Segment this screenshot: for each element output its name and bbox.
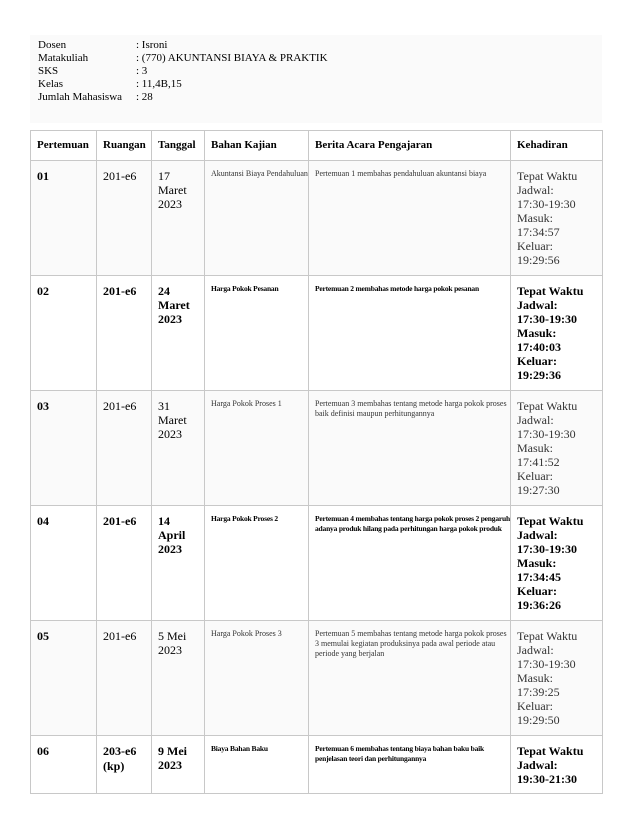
col-header-berita-acara: Berita Acara Pengajaran — [309, 131, 511, 161]
attendance-line: 19:29:56 — [517, 253, 560, 267]
meeting-number: 04 — [37, 514, 49, 528]
attendance-line: 17:39:25 — [517, 685, 560, 699]
matakuliah-value: : (770) AKUNTANSI BIAYA & PRAKTIK — [136, 52, 328, 64]
table-row — [31, 276, 603, 391]
date-line: 14 — [158, 514, 170, 528]
dosen-label: Dosen — [38, 39, 67, 51]
table-row — [31, 391, 603, 506]
jumlah-value: : 28 — [136, 91, 153, 103]
meeting-number: 01 — [37, 169, 49, 183]
lesson-report: Pertemuan 2 membahas metode harga pokok pesanan — [315, 284, 479, 293]
meeting-number: 02 — [37, 284, 49, 298]
attendance-line: Keluar: — [517, 584, 557, 598]
attendance-line: Jadwal: — [517, 643, 554, 657]
attendance-line: Jadwal: — [517, 298, 558, 312]
dosen-value: : Isroni — [136, 39, 168, 51]
date-line: Maret — [158, 413, 187, 427]
date — [152, 621, 204, 657]
room: 201-e6 — [103, 629, 137, 643]
date-line: Maret — [158, 298, 190, 312]
attendance-line: Keluar: — [517, 469, 553, 483]
date-line: Maret — [158, 183, 187, 197]
matakuliah-label: Matakuliah — [38, 52, 89, 64]
attendance — [511, 621, 602, 727]
lesson-report: Pertemuan 3 membahas tentang metode harga pokok proses baik definisi maupun perhitungannya — [315, 399, 507, 418]
attendance-line: 19:36:26 — [517, 598, 561, 612]
attendance-line: 17:34:57 — [517, 225, 560, 239]
table-header-row — [31, 131, 603, 161]
table-row — [31, 621, 603, 736]
date-line: 2023 — [158, 427, 182, 441]
attendance-line: Keluar: — [517, 699, 553, 713]
attendance — [511, 506, 602, 612]
col-header-ruangan: Ruangan — [97, 131, 152, 161]
date-line: 5 Mei — [158, 629, 187, 643]
lesson-report: Pertemuan 5 membahas tentang metode harga pokok proses 3 memulai kegiatan produksinya pada awal periode atau periode yang berjalan — [315, 629, 507, 658]
meeting-number: 06 — [37, 744, 49, 758]
attendance-line: Jadwal: — [517, 528, 558, 542]
attendance-line: 19:30-21:30 — [517, 772, 577, 786]
attendance-line: 19:27:30 — [517, 483, 560, 497]
table-row — [31, 161, 603, 276]
dosen-row — [38, 39, 167, 52]
jumlah-label: Jumlah Mahasiswa — [38, 91, 123, 103]
attendance-status: Tepat Waktu — [517, 399, 578, 413]
sks-label: SKS — [38, 65, 59, 77]
matakuliah-row — [38, 52, 328, 65]
attendance-line: Jadwal: — [517, 758, 558, 772]
table-row — [31, 736, 603, 794]
date — [152, 506, 204, 556]
table-row — [31, 506, 603, 621]
attendance-line: 17:30-19:30 — [517, 542, 577, 556]
attendance-line: Keluar: — [517, 354, 557, 368]
attendance-line: Jadwal: — [517, 413, 554, 427]
lesson-report: Pertemuan 1 membahas pendahuluan akuntansi biaya — [315, 169, 487, 178]
meeting-number: 03 — [37, 399, 49, 413]
attendance-line: 17:30-19:30 — [517, 427, 576, 441]
attendance — [511, 391, 602, 497]
date — [152, 161, 204, 211]
date-line: 17 — [158, 169, 170, 183]
attendance-line: Masuk: — [517, 326, 557, 340]
attendance-status: Tepat Waktu — [517, 284, 584, 298]
sks-value: : 3 — [136, 65, 148, 77]
attendance-line: 17:41:52 — [517, 455, 560, 469]
attendance-line: 17:40:03 — [517, 340, 561, 354]
attendance — [511, 276, 602, 382]
topic: Biaya Bahan Baku — [211, 744, 268, 753]
date-line: 2023 — [158, 312, 182, 326]
attendance-line: 17:34:45 — [517, 570, 561, 584]
date-line: 2023 — [158, 197, 182, 211]
date-line: April — [158, 528, 186, 542]
meeting-number: 05 — [37, 629, 49, 643]
col-header-pertemuan: Pertemuan — [31, 131, 97, 161]
attendance-line: 19:29:36 — [517, 368, 561, 382]
attendance-status: Tepat Waktu — [517, 169, 578, 183]
room: 201-e6 — [103, 514, 137, 528]
date-line: 9 Mei — [158, 744, 187, 758]
attendance-line: 17:30-19:30 — [517, 312, 577, 326]
attendance — [511, 736, 602, 786]
attendance-line: Masuk: — [517, 556, 557, 570]
topic: Harga Pokok Proses 1 — [211, 399, 282, 408]
schedule-table — [30, 130, 603, 794]
col-header-bahan-kajian: Bahan Kajian — [205, 131, 309, 161]
topic: Akuntansi Biaya Pendahuluan — [211, 169, 308, 178]
attendance-line: 17:30-19:30 — [517, 197, 576, 211]
attendance-status: Tepat Waktu — [517, 514, 584, 528]
attendance-status: Tepat Waktu — [517, 629, 578, 643]
sks-row — [38, 65, 147, 78]
attendance-line: 19:29:50 — [517, 713, 560, 727]
col-header-kehadiran: Kehadiran — [511, 131, 603, 161]
topic: Harga Pokok Proses 3 — [211, 629, 282, 638]
date — [152, 736, 204, 772]
col-header-tanggal: Tanggal — [152, 131, 205, 161]
jumlah-row — [38, 91, 153, 104]
date-line: 2023 — [158, 643, 182, 657]
attendance — [511, 161, 602, 267]
date-line: 2023 — [158, 758, 182, 772]
date-line: 2023 — [158, 542, 182, 556]
lesson-report: Pertemuan 4 membahas tentang harga pokok proses 2 pengaruh adanya produk hilang pada perhitungan harga pokok produk — [315, 514, 510, 533]
room: 203-e6 (kp) — [103, 744, 137, 773]
date-line: 31 — [158, 399, 170, 413]
lesson-report: Pertemuan 6 membahas tentang biaya bahan baku baik penjelasan teori dan perhitungannya — [315, 744, 484, 763]
room: 201-e6 — [103, 284, 137, 298]
attendance-line: Masuk: — [517, 211, 553, 225]
attendance-line: Keluar: — [517, 239, 553, 253]
room: 201-e6 — [103, 169, 137, 183]
room: 201-e6 — [103, 399, 137, 413]
attendance-line: Masuk: — [517, 671, 553, 685]
topic: Harga Pokok Pesanan — [211, 284, 279, 293]
date — [152, 391, 204, 441]
attendance-line: 17:30-19:30 — [517, 657, 576, 671]
attendance-status: Tepat Waktu — [517, 744, 584, 758]
kelas-label: Kelas — [38, 78, 64, 90]
attendance-line: Masuk: — [517, 441, 553, 455]
date — [152, 276, 204, 326]
kelas-row — [38, 78, 182, 91]
topic: Harga Pokok Proses 2 — [211, 514, 278, 523]
course-info-header — [30, 35, 602, 123]
date-line: 24 — [158, 284, 170, 298]
kelas-value: : 11,4B,15 — [136, 78, 182, 90]
attendance-line: Jadwal: — [517, 183, 554, 197]
